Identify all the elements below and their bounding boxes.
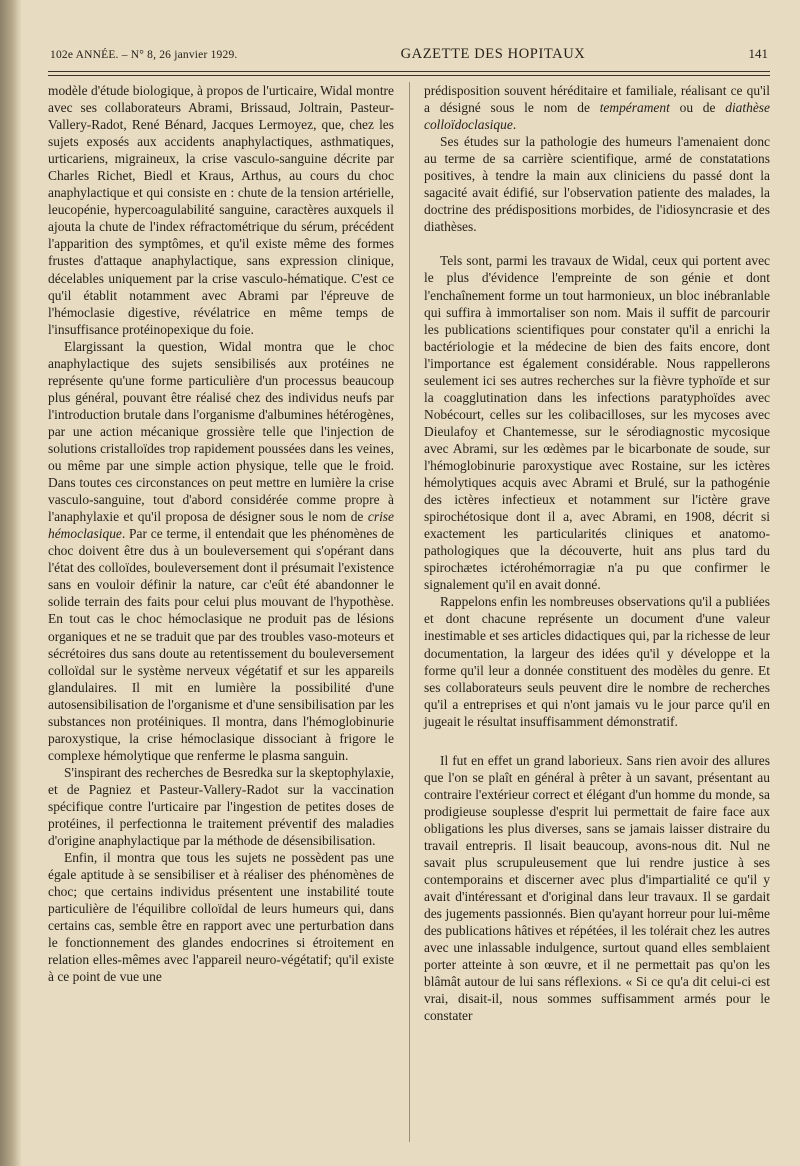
page-number: 141 xyxy=(748,46,768,61)
header-rule-double xyxy=(48,75,770,76)
journal-title: GAZETTE DES HOPITAUX xyxy=(400,46,586,62)
left-paragraph-2-text-b: . Par ce terme, il entendait que les phénomènes de choc doivent être dus à un bouleversement qui s'opérant dans l'état des colloïdes, bouleversement dont il présumait l'existence sans en vouloir définir la nature, car c'eût été abandonner le solide terrain des faits pour celui plus mouvant de l'hypothèse. En tout cas le choc hémoclasique ne produit pas de lésions organiques et ne se traduit que par des troubles vaso-moteurs et sécrétoires dus sans doute au retentissement du bouleversement colloïdal sur le système nerveux végétatif et sur les appareils glandulaires. Il mit en lumière la possibilité d'une autosensibilisation de l'organisme et d'une sensibilisation par les substances non protéiniques. Il montra, dans l'hémoglobinurie paroxystique, la crise hémoclasique dissociant à frigore le complexe hémolytique que renferme le plasma sanguin. xyxy=(48,526,394,763)
left-paragraph-2-text-a: Elargissant la question, Widal montra que le choc anaphylactique des sujets sensibilisés aux protéines ne représente qu'une forme particulière d'un processus beaucoup plus général, pouvant être réalisé chez des individus neufs par l'introduction brutale dans l'organisme d'albumines hétérogènes, par une action mécanique grossière telle que l'injection de solutions cristalloïdes trop rapidement poussées dans les veines, ou même par une simple action physique, telle que le froid. Dans toutes ces circonstances on peut mettre en lumière la crise vasculo-sanguine, tout d'abord considérée comme propre à l'anaphylaxie et qu'il proposa de désigner sous le nom de xyxy=(48,338,394,525)
running-header xyxy=(48,46,770,63)
header-rule xyxy=(48,71,770,72)
left-column xyxy=(48,82,394,1142)
page-binding-shadow xyxy=(0,0,22,1166)
right-paragraph-5: Il fut en effet un grand laborieux. Sans rien avoir des allures que l'on se plaît en général à prêter à un savant, présentant au contraire l'extérieur correct et élégant d'un homme du monde, sa prodigieuse souplesse d'esprit lui permettait de faire face aux obligations les plus diverses, sans se jamais laisser distraire du travail entrepris. Il lisait beaucoup, avons-nous dit. Nul ne savait plus scrupuleusement que lui rendre justice à ses contemporains et discerner avec plus d'impartialité ce qu'il y avait d'intéressant et d'original dans leur travaux. Il se gardait des jugements passionnés. Bien qu'ayant horreur pour lui-même des publications hâtives et répétées, il les tolérait chez les autres avec une inlassable indulgence, surtout quand elles semblaient porter atteinte à son œuvre, et il ne permettait pas qu'on les blâmât autour de lui sans réflexions. « Si ce qu'a dit celui-ci est vrai, disait-il, nous sommes suffisamment armés pour le constater xyxy=(424,752,770,1024)
right-paragraph-1-text-c: . xyxy=(512,117,517,133)
issue-info: 102e ANNÉE. – N° 8, 26 janvier 1929. xyxy=(50,49,238,61)
right-paragraph-3: Tels sont, parmi les travaux de Widal, ceux qui portent avec le plus d'évidence l'empreinte de son génie et dont l'enchaînement forme un tout harmonieux, un bloc inébranlable qui suffira à immortaliser son nom. Mais il suffit de parcourir les publications scientifiques pour constater qu'il a enrichi la bactériologie et la médecine de bien des faits encore, dont l'importance est également considérable. Nous rappellerons seulement ici ses autres recherches sur la fièvre typhoïde et sur la coagglutination dans les infections paratyphoïdes avec Nobécourt, celles sur les colibacilloses, sur les mycoses avec Dieulafoy et Chantemesse, sur le sérodiagnostic mycosique avec Abrami, sur les œdèmes par le bicarbonate de soude, sur l'hémoglobinurie paroxystique avec Rostaine, sur les ictères hémolytiques acquis avec Abrami et Brulé, sur la pathogénie des ictères infectieux et notamment sur l'ictère grave spirochétosique dont il a, avec Abrami, en 1908, décrit si exactement les particularités cliniques et anatomo-pathologiques que la découverte, huit ans plus tard du spirochætes ictérohémorragiæ n'a pu que confirmer le signalement qu'il en avait donné. xyxy=(424,253,770,593)
left-paragraph-3: S'inspirant des recherches de Besredka sur la skeptophylaxie, et de Pagniez et Pasteur-Vallery-Radot sur la vaccination spécifique contre l'urticaire par l'ingestion de petites doses de protéines, il perfectionna le traitement préventif des maladies d'origine anaphylactique par la méthode de désensibilisation. xyxy=(48,764,394,849)
term-crise-hemoclasique: crise hémoclasique xyxy=(48,509,394,542)
right-paragraph-4: Rappelons enfin les nombreuses observations qu'il a publiées et dont chacune représente un document d'une valeur inestimable et ses articles didactiques qui, par la richesse de leur documentation, la largeur des idées qu'il y développe et la forme qu'il leur a donnée constituent des modèles du genre. Et ses collaborateurs seuls peuvent dire le nombre de recherches qu'il a entreprises et qui n'ont jamais vu le jour parce qu'il en jugeait le résultat insuffisamment démonstratif. xyxy=(424,594,770,729)
right-paragraph-2: Ses études sur la pathologie des humeurs l'amenaient donc au terme de sa carrière scientifique, armé de constatations positives, à tendre la main aux cliniciens du passé dont la sagacité avait édifié, sur l'observation patiente des malades, la doctrine des prédispositions morbides, de l'idiosyncrasie et des diathèses. xyxy=(424,134,770,235)
right-paragraph-1-text-b: ou de xyxy=(669,100,726,116)
right-paragraph-1 xyxy=(424,82,770,133)
left-paragraph-1: modèle d'étude biologique, à propos de l'urticaire, Widal montre avec ses collaborateurs Abrami, Brissaud, Joltrain, Pasteur-Vallery-Radot, René Bénard, Jacques Lermoyez, que, chez les sujets exposés aux accidents anaphylactiques, asthmatiques, urticariens, migraineux, la crise vasculo-sanguine décrite par Charles Richet, Biedl et Kraus, Arthus, au cours du choc anaphylactique et qui consiste en : chute de la tension artérielle, leucopénie, hypercoagulabilité sanguine, caractères auxquels il ajouta la chute de l'index réfractométrique du sérum, précédent l'apparition des symptômes, et qu'il existe même des formes frustes d'attaque anaphylactique, sans expression clinique, décelables uniquement par la crise vasculo-hématique. C'est ce qu'il établit notamment avec Abrami par l'épreuve de l'hémoclasie digestive, révélatrice en même temps de l'insuffisance protéinopexique du foie. xyxy=(48,83,394,337)
term-temperament: tempérament xyxy=(599,100,670,116)
column-divider xyxy=(409,82,410,1142)
journal-page xyxy=(48,46,770,1151)
left-paragraph-4: Enfin, il montra que tous les sujets ne possèdent pas une égale aptitude à se sensibiliser et à réaliser des phénomènes de choc; que certains individus présentent une instabilité toute particulière de l'équilibre colloïdal de leurs humeurs qui, dans certains cas, semble être en rapport avec une perturbation dans le fonctionnement des glandes endocrines si étroitement en relation elles-mêmes avec l'appareil neuro-végétatif; qu'il existe à ce point de vue une xyxy=(48,850,394,985)
term-diathese: diathèse colloïdoclasique xyxy=(424,100,770,133)
two-column-body xyxy=(48,82,770,1142)
right-paragraph-1-text-a: prédisposition souvent héréditaire et familiale, réalisant ce qu'il a désigné sous le nom de xyxy=(424,83,770,116)
left-paragraph-2 xyxy=(48,338,394,764)
right-column xyxy=(424,82,770,1142)
